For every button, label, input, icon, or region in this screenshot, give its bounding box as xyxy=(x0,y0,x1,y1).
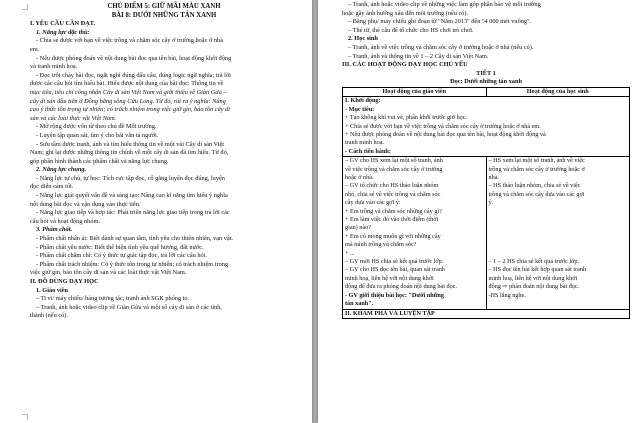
subsection-heading: 1. Năng lực đặc thù: xyxy=(36,28,90,36)
objective-line: + Nêu được phỏng đoán về nội dung bài đọc qua tên bài, hoạt động khởi động và xyxy=(345,130,546,138)
text-line: em. xyxy=(30,45,40,53)
text-line: - Năng lực giải quyết vấn đề và sáng tạo: Nâng cao kĩ năng tìm hiểu ý nghĩa xyxy=(36,192,228,200)
teacher-line: + Em làm việc đó vào thời điểm (thời xyxy=(345,216,439,224)
student-line: trồng và chăm sóc cây dựa vào các gợi xyxy=(488,190,585,198)
margin-mark xyxy=(22,4,28,10)
text-line: – Băng phụ/ máy chiếu ghi đoạn từ "Năm 2013" đến "4 000 mét vuông". xyxy=(348,18,532,26)
procedure-label: - Cách tiến hành: xyxy=(345,147,391,155)
text-line: – Ti vi/ máy chiếu/ bảng tương tác; tranh ảnh SGK phóng to. xyxy=(36,295,190,303)
warmup-cell xyxy=(343,97,630,157)
document-page-1 xyxy=(0,0,312,423)
teacher-line: mà mình trồng và chăm sóc? xyxy=(345,241,417,249)
text-line: việc giữ gìn, bảo tồn cây di sản và các loài thực vật Việt Nam. xyxy=(30,269,187,277)
text-line: - Sưu tầm được tranh, ảnh và tìm hiểu thông tin về một vài Cây di sản Việt xyxy=(36,140,225,148)
period-title: TIẾT 1 xyxy=(476,69,496,77)
table-header-row xyxy=(343,87,630,96)
teacher-line: + Em trồng và chăm sóc những cây gì? xyxy=(345,207,442,215)
margin-mark xyxy=(22,414,28,420)
student-line: ý. xyxy=(488,199,494,207)
text-line: - Phẩm chất yêu nước: Biết thể hiện tình yêu quê hương, đất nước. xyxy=(36,243,204,251)
text-line: - Luyện tập quan sát, tìm ý cho bài văn tả người. xyxy=(36,131,159,139)
table-row xyxy=(343,309,630,318)
section-heading: I. YÊU CẦU CẦN ĐẠT. xyxy=(30,20,96,28)
text-line: - Đọc trôi chảy bài đọc, ngắt nghỉ đúng dấu câu, đúng logic ngữ nghĩa; trả lời xyxy=(36,71,231,79)
section-heading: I. Khởi động: xyxy=(345,97,381,105)
teacher-line: + ... xyxy=(345,249,355,257)
text-line: nội dung bài đọc và vận dụng vào thực tiễn. xyxy=(30,200,141,208)
text-line: – Tranh, ảnh và thông tin về 1 – 2 Cây di sản Việt Nam. xyxy=(348,52,489,60)
text-line: - Nêu được phỏng đoán về nội dung bài đọc qua tên bài, hoạt động khởi động xyxy=(36,54,232,62)
subsection-heading: 2. Học sinh xyxy=(348,35,378,43)
text-line: - Chia sẻ được với bạn về việc trồng và chăm sóc cây ở trường hoặc ở nhà xyxy=(36,37,223,45)
col-teacher-header: Hoạt động của giáo viên xyxy=(343,87,487,96)
text-line: - Năng lực giao tiếp và hợp tác: Phát triển năng lực giao tiếp trong trả lời các xyxy=(36,209,230,217)
teacher-line: tán xanh". xyxy=(345,300,374,308)
text-line: câu hỏi và hoạt động nhóm. xyxy=(30,217,100,225)
text-line: cao ý thức tôn trọng tự nhiên; có trách nhiệm trong việc giữ gìn, bảo tồn cây di xyxy=(30,106,230,114)
student-line: – HS thảo luận nhóm, chia sẻ về việc xyxy=(488,182,581,190)
text-line: - Mở rộng được vốn từ theo chủ đề Môi trường. xyxy=(36,123,157,131)
student-line: nhà. xyxy=(488,174,499,181)
subsection-heading: 2. Năng lực chung. xyxy=(36,166,87,174)
text-line: mục tiêu, tiêu chí công nhận Cây di sản Việt Nam và giới thiệu về Giàn Gừa – xyxy=(30,88,227,96)
student-activity-cell xyxy=(486,157,630,309)
teacher-line: – GV tổ chức cho HS thảo luận nhóm xyxy=(345,182,439,190)
student-line: – 1 – 2 HS chia sẻ kết quả trước lớp. xyxy=(488,258,579,266)
student-line: minh hoạ, liên hệ với nội dung khởi xyxy=(488,274,578,282)
teacher-line: - GV giới thiệu bài học: "Dưới những xyxy=(345,291,444,299)
col-student-header: Hoạt động của học sinh xyxy=(486,87,630,96)
student-line: – HS đọc tên bài kết hợp quan sát tranh xyxy=(488,266,587,274)
teacher-line: nhỏ, chia sẻ về việc trồng và chăm sóc xyxy=(345,190,441,198)
section-heading: III. CÁC HOẠT ĐỘNG DẠY HỌC CHỦ YẾU xyxy=(342,61,468,69)
text-line: góp phần hình thành các phẩm chất và năng lực chung. xyxy=(30,157,169,165)
text-line: - Năng lực tự chủ, tự học: Tích cực tập đọc, cố gắng luyện đọc đúng, luyện xyxy=(36,174,225,182)
objective-line: tranh minh hoạ. xyxy=(345,139,385,147)
objective-label: - Mục tiêu: xyxy=(345,105,375,113)
teacher-line: hoặc ở nhà. xyxy=(345,174,374,181)
theme-title: CHỦ ĐIỂM 5: GIỮ MÃI MÀU XANH xyxy=(107,3,221,10)
lesson-activity-table xyxy=(342,87,630,319)
teacher-line: động để đưa ra phỏng đoán nội dung bài đọc. xyxy=(345,283,457,291)
table-row xyxy=(343,157,630,309)
teacher-line: + Em có mong muốn gì với những cây xyxy=(345,232,441,240)
subsection-heading: 3. Phẩm chất. xyxy=(36,226,73,234)
teacher-line: – GV cho HS xem lại một số tranh, ảnh xyxy=(345,157,443,165)
teacher-line: về việc trồng và chăm sóc cây ở trường xyxy=(345,165,443,173)
text-line: - Phẩm chất chăm chỉ: Có ý thức tự giác tập đọc, trả lời các câu hỏi. xyxy=(36,252,208,260)
document-page-2 xyxy=(318,0,640,423)
teacher-line: – GV cho HS đọc tên bài, quan sát tranh xyxy=(345,266,445,274)
text-line: – Tranh, ảnh về việc trồng và chăm sóc cây ở trường hoặc ở nhà (nếu có). xyxy=(348,43,534,51)
teacher-line: gian) nào? xyxy=(345,224,371,232)
text-line: cây di sản đầu tiên ở Đồng bằng sông Cửu Long. Từ đó, rút ra ý nghĩa: Nâng xyxy=(30,97,226,105)
text-line: Nam; ghi lại được những thông tin chính về một cây di sản đã tìm hiểu. Từ đó, xyxy=(30,149,229,157)
teacher-line: – GV mời HS chia sẻ kết quả trước lớp. xyxy=(345,258,444,266)
page-1-content xyxy=(30,0,298,321)
teacher-activity-cell xyxy=(343,157,487,309)
table-row xyxy=(343,97,630,157)
text-line: thành (nếu có). xyxy=(30,312,68,320)
section-heading: II. ĐỒ DÙNG DẠY HỌC xyxy=(30,278,99,285)
teacher-line: cây dựa vào các gợi ý: xyxy=(345,199,401,207)
text-line: và tranh minh hoạ. xyxy=(30,63,78,71)
text-line: hoặc gây ảnh hưởng xấu đến môi trường (nếu có). xyxy=(342,9,469,17)
student-line: -HS lắng nghe. xyxy=(488,291,526,299)
text-line: được các câu hỏi tìm hiểu bài. Hiểu được nội dung của bài đọc: Thông tin về xyxy=(30,80,224,88)
text-line: – Tranh, ảnh hoặc video clip về Giàn Gừa và một số cây di sản ở các tỉnh, xyxy=(36,303,222,311)
text-line: đọc diễn cảm tốt. xyxy=(30,183,74,191)
student-line: trồng và chăm sóc cây ở trường hoặc ở xyxy=(488,165,585,173)
text-line: – Tranh, ảnh hoặc video clip về những việc làm góp phần bảo vệ môi trường xyxy=(348,1,541,8)
spacer xyxy=(489,208,628,258)
section-heading: II. KHÁM PHÁ VÀ LUYỆN TẬP xyxy=(343,309,630,318)
student-line: – HS xem lại một số tranh, ảnh về việc xyxy=(488,157,585,165)
text-line: - Phẩm chất nhân ái: Biết dành sự quan tâm, tình yêu cho thiên nhiên, vạn vật. xyxy=(36,235,233,243)
page-2-content xyxy=(342,0,630,319)
student-line: động ⇨ phán đoán nội dung bài đọc. xyxy=(488,283,580,291)
reading-subtitle: Đọc: Dưới những tán xanh xyxy=(450,78,522,86)
objective-line: + Tạo không khí vui vẻ, phấn khởi trước giờ học. xyxy=(345,114,468,122)
text-line: - Phẩm chất trách nhiệm: Có ý thức tôn trọng tự nhiên; có trách nhiệm trong xyxy=(36,260,229,268)
objective-line: + Chia sẻ được với bạn về việc trồng và chăm sóc cây ở trường hoặc ở nhà em. xyxy=(345,122,541,130)
lesson-title: BÀI 8: DƯỚI NHỮNG TÁN XANH xyxy=(111,11,217,19)
subsection-heading: 1. Giáo viên xyxy=(36,286,69,294)
text-line: sản và các loài thực vật Việt Nam. xyxy=(30,114,117,122)
text-line: – Thẻ từ, thẻ câu để tổ chức cho HS chơi trò chơi. xyxy=(348,26,474,34)
teacher-line: minh hoạ, liên hệ với nội dung khởi xyxy=(345,274,434,282)
